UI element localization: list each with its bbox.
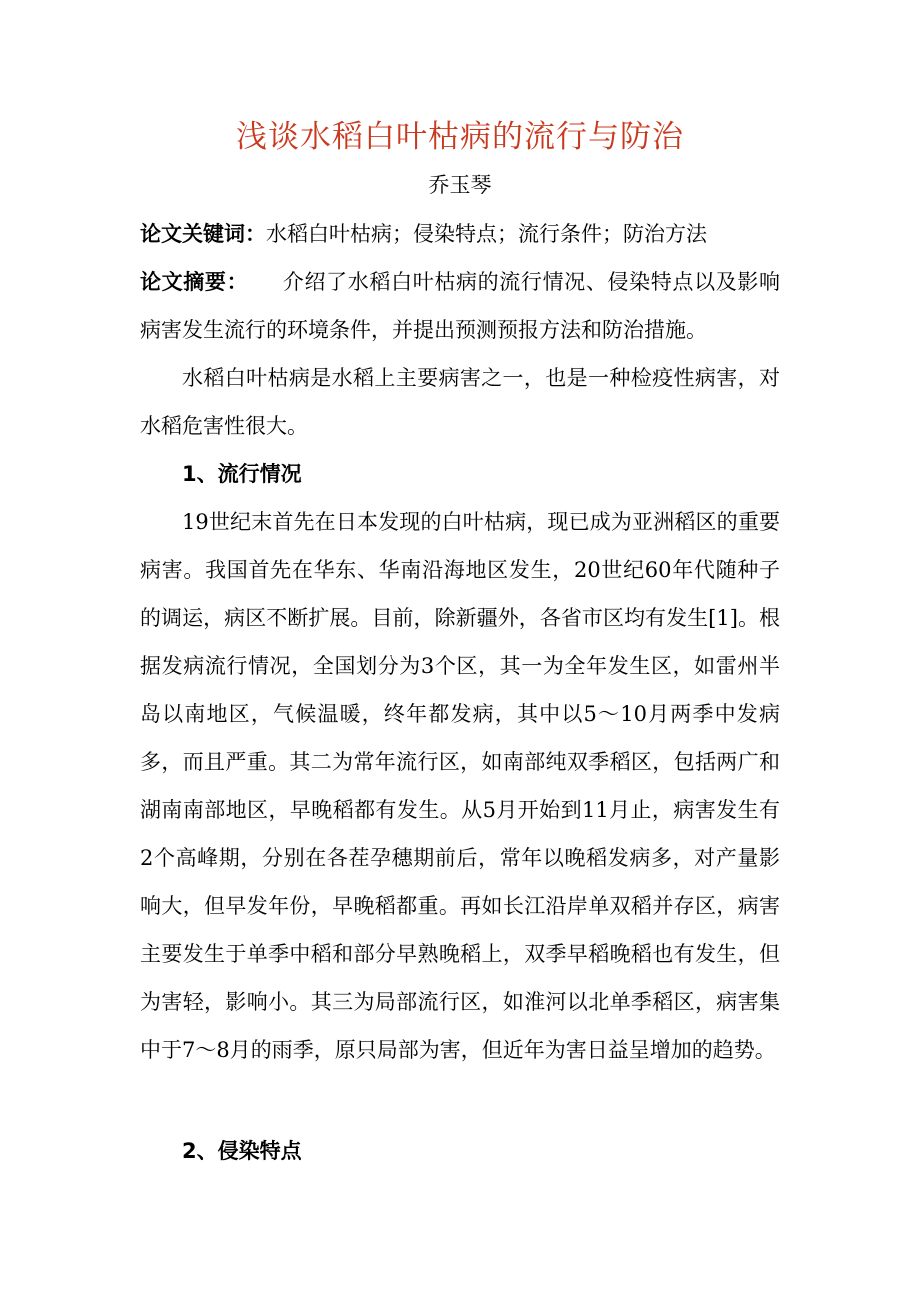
section1-heading: 1、流行情况 (182, 462, 302, 486)
intro-paragraph: 水稻白叶枯病是水稻上主要病害之一，也是一种检疫性病害，对水稻危害性很大。 (140, 366, 780, 438)
abstract-paragraph (140, 258, 780, 354)
section1-paragraph: 19世纪末首先在日本发现的白叶枯病，现已成为亚洲稻区的重要病害。我国首先在华东、华南沿海地区发生，20世纪60年代随种子的调运，病区不断扩展。目前，除新疆外，各省市区均有发生[1]。根据发病流行情况，全国划分为3个区，其一为全年发生区，如雷州半岛以南地区，气候温暖，终年都发病，其中以5～10月两季中发病多，而且严重。其二为常年流行区，如南部纯双季稻区，包括两广和湖南南部地区，早晚稻都有发生。从5月开始到11月止，病害发生有2个高峰期，分别在各茬孕穗期前后，常年以晚稻发病多，对产量影响大，但早发年份，早晚稻都重。再如长江沿岸单双稻并存区，病害主要发生于单季中稻和部分早熟晚稻上，双季早稻晚稻也有发生，但为害轻，影响小。其三为局部流行区，如淮河以北单季稻区，病害集中于7～8月的雨季，原只局部为害，但近年为害日益呈增加的趋势。 (140, 510, 780, 1062)
abstract-text: 介绍了水稻白叶枯病的流行情况、侵染特点以及影响病害发生流行的环境条件，并提出预测预报方法和防治措施。 (140, 270, 781, 342)
keywords-label: 论文关键词： (140, 222, 266, 246)
keywords-text: 水稻白叶枯病；侵染特点；流行条件；防治方法 (266, 222, 707, 246)
section2-heading: 2、侵染特点 (182, 1139, 302, 1163)
document-author: 乔玉琴 (428, 173, 492, 197)
document-title: 浅谈水稻白叶枯病的流行与防治 (236, 119, 684, 155)
abstract-label: 论文摘要： (140, 270, 249, 294)
keywords-line (140, 210, 780, 258)
